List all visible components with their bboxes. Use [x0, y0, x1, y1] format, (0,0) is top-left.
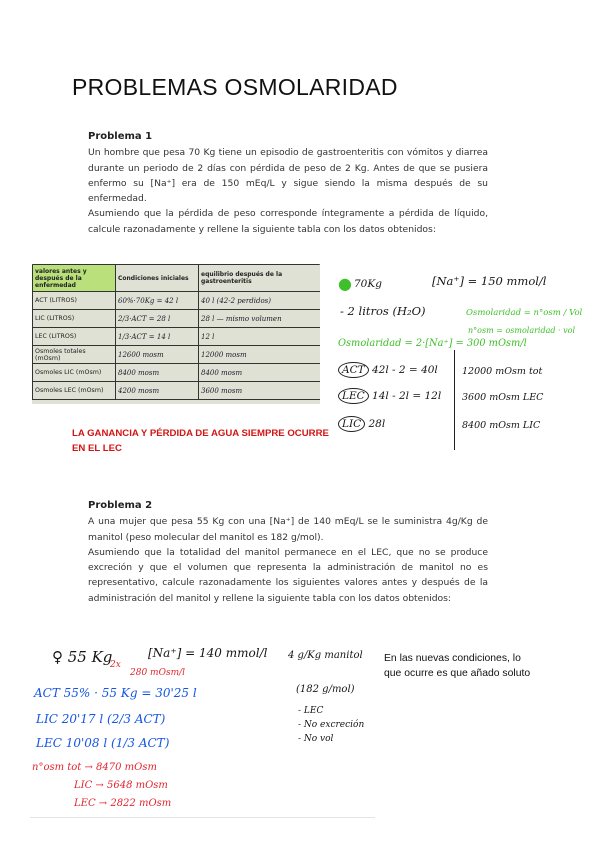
table-row — [33, 346, 321, 364]
note-lic-osm: LIC → 5648 mOsm — [74, 780, 168, 791]
table-row — [33, 328, 321, 346]
lic-circle: LIC — [338, 416, 365, 432]
problem-1 — [88, 129, 488, 237]
divider-line — [454, 350, 455, 450]
table-cell: Osmoles LEC (mOsm) — [33, 382, 116, 400]
data-table — [32, 264, 320, 400]
note-lec — [338, 390, 441, 402]
note-osm-calc: Osmolaridad = 2·[Na⁺] = 300 mOsm/l — [338, 338, 527, 349]
note-lec: LEC 10'08 l (1/3 ACT) — [36, 736, 170, 750]
table-cell: 8400 mosm — [116, 364, 199, 382]
table-cell: 40 l (42-2 perdidos) — [199, 292, 321, 310]
bottom-divider — [30, 817, 375, 818]
note-total-2: 3600 mOsm LEC — [462, 392, 544, 403]
table-cell: Osmoles LIC (mOsm) — [33, 364, 116, 382]
problem-1-heading: Problema 1 — [88, 131, 153, 142]
table-cell: 28 l — mismo volumen — [199, 310, 321, 328]
warning-text: LA GANANCIA Y PÉRDIDA DE AGUA SIEMPRE OCURRE EN EL LEC — [72, 428, 329, 454]
handwritten-notes-2 — [30, 646, 375, 821]
problem-2 — [88, 498, 488, 606]
table-cell: 2/3·ACT = 28 l — [116, 310, 199, 328]
note-sodium: [Na⁺] = 140 mmol/l — [148, 646, 268, 660]
table-cell: 3600 mosm — [199, 382, 321, 400]
note-cond-2: - No excreción — [298, 720, 365, 730]
table-row — [33, 310, 321, 328]
problem-2-statement: A una mujer que pesa 55 Kg con una [Na⁺] de 140 mEq/L se le suministra 4g/Kg de manitol (peso molecular del manitol es 182 g/mol). — [88, 516, 488, 543]
table-row — [33, 292, 321, 310]
table-cell: LEC (LITROS) — [33, 328, 116, 346]
table-cell: 60%·70Kg = 42 l — [116, 292, 199, 310]
note-x2: 2x — [110, 660, 121, 670]
problem-1-instructions: Asumiendo que la pérdida de peso corresponde íntegramente a pérdida de líquido, calcule razonadamente y rellene la siguiente tabla con los datos obtenidos: — [88, 208, 488, 235]
note-lec-osm: LEC → 2822 mOsm — [74, 798, 172, 809]
table-header-cell: equilibrio después de la gastroenteritis — [199, 265, 321, 292]
table-cell: 12000 mosm — [199, 346, 321, 364]
note-cond-3: - No vol — [298, 734, 334, 744]
note-lic — [338, 418, 385, 430]
note-sodium: [Na⁺] = 150 mmol/l — [432, 274, 547, 288]
note-pm: (182 g/mol) — [296, 684, 355, 695]
lec-circle: LEC — [338, 388, 369, 404]
side-note: En las nuevas condiciones, lo que ocurre es que añado soluto — [384, 653, 531, 679]
pepper-icon: ● — [338, 274, 352, 293]
table-row — [33, 364, 321, 382]
table-cell: 8400 mosm — [199, 364, 321, 382]
note-osm: 280 mOsm/l — [130, 668, 186, 678]
table-cell: ACT (LITROS) — [33, 292, 116, 310]
note-weight: 70Kg — [354, 278, 382, 290]
problem-2-heading: Problema 2 — [88, 500, 153, 511]
problem-1-statement: Un hombre que pesa 70 Kg tiene un episodio de gastroenteritis con vómitos y diarrea durante un periodo de 2 días con pérdida de peso de 2 Kg. Antes de que se pusiera enfermo su [Na⁺] era de 150 mEq/L y sigue siendo la misma después de su enfermedad. — [88, 147, 488, 205]
note-act: ACT 55% · 55 Kg = 30'25 l — [34, 686, 197, 700]
note-lic: LIC 20'17 l (2/3 ACT) — [36, 712, 166, 726]
note-total-1: 12000 mOsm tot — [462, 366, 543, 377]
note-cond-1: - LEC — [298, 706, 324, 716]
table-header-cell: valores antes y después de la enfermedad — [33, 265, 116, 292]
table-cell: 12 l — [199, 328, 321, 346]
note-osm-formula: Osmolaridad = n°osm / Vol — [466, 308, 583, 318]
table-cell: 1/3·ACT = 14 l — [116, 328, 199, 346]
problem-2-instructions: Asumiendo que la totalidad del manitol permanece en el LEC, que no se produce excreción y que el volumen que representa la administración de manitol no es representativo, calcule razonadamente los siguientes valores antes y después de la administración del manitol y rellene la siguiente tabla con los datos obtenidos: — [88, 546, 488, 604]
act-value: 42l - 2 = 40l — [371, 364, 438, 376]
handwritten-notes-1 — [336, 268, 600, 458]
note-total: n°osm tot → 8470 mOsm — [32, 762, 157, 773]
table-photo — [32, 264, 320, 404]
page-title: PROBLEMAS OSMOLARIDAD — [72, 74, 398, 100]
note-weight: ♀ 55 Kg — [52, 648, 113, 666]
table-cell: LIC (LITROS) — [33, 310, 116, 328]
table-header-cell: Condiciones iniciales — [116, 265, 199, 292]
note-act — [338, 364, 438, 376]
table-row — [33, 382, 321, 400]
lic-value: 28l — [368, 418, 386, 430]
note-manitol: 4 g/Kg manitol — [288, 650, 363, 661]
note-nosm: n°osm = osmolaridad · vol — [468, 326, 576, 335]
table-cell: Osmoles totales (mOsm) — [33, 346, 116, 364]
act-circle: ACT — [338, 362, 369, 378]
table-cell: 12600 mosm — [116, 346, 199, 364]
table-header-row — [33, 265, 321, 292]
note-loss: - 2 litros (H₂O) — [340, 304, 426, 318]
lec-value: 14l - 2l = 12l — [372, 390, 442, 402]
note-total-3: 8400 mOsm LIC — [462, 420, 541, 431]
table-cell: 4200 mosm — [116, 382, 199, 400]
